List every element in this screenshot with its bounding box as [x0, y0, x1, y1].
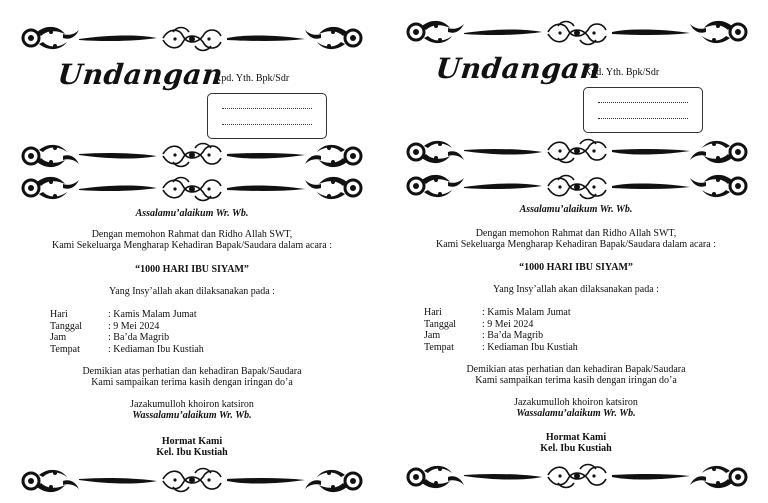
event-title: “1000 HARI IBU SIYAM”	[135, 264, 249, 275]
card-title: Undangan	[56, 58, 225, 91]
detail-row: Tempat : Kediaman Ibu Kustiah	[424, 341, 578, 353]
closing-line-1: Demikian atas perhatian dan kehadiran Bapak/Saudara	[82, 366, 302, 377]
detail-row: Tempat : Kediaman Ibu Kustiah	[50, 343, 204, 355]
intro-line-2: Kami Sekeluarga Mengharap Kehadiran Bapak/Saudara dalam acara :	[436, 239, 716, 250]
ornament-border-mid	[17, 138, 367, 172]
event-details	[424, 307, 724, 353]
intro-line-1: Dengan memohon Rahmat dan Ridho Allah SWT,	[475, 228, 677, 239]
regards: Hormat Kami	[545, 432, 607, 443]
detail-row: Jam : Ba’da Magrib	[50, 332, 170, 343]
jazakumulloh: Jazakumulloh khoiron katsiron	[514, 397, 638, 408]
family-name: Kel. Ibu Kustiah	[540, 443, 612, 454]
recipient-box	[207, 93, 327, 139]
detail-row: Tanggal : 9 Mei 2024	[50, 320, 160, 332]
recipient-line	[222, 108, 312, 109]
salam-open: Assalamu’alaikum Wr. Wb.	[519, 204, 633, 215]
ornament-border-body-top	[402, 170, 752, 204]
detail-row: Tanggal : 9 Mei 2024	[424, 318, 534, 330]
detail-row: Hari : Kamis Malam Jumat	[50, 309, 197, 320]
detail-row: Jam : Ba’da Magrib	[424, 330, 544, 341]
will-be-held: Yang Insy’allah akan dilaksanakan pada :	[493, 284, 659, 295]
intro-line-1: Dengan memohon Rahmat dan Ridho Allah SWT,	[91, 229, 293, 240]
card-title: Undangan	[434, 52, 603, 85]
regards: Hormat Kami	[161, 436, 223, 447]
closing-line-2: Kami sampaikan terima kasih dengan iringan do’a	[91, 377, 293, 388]
detail-row: Hari : Kamis Malam Jumat	[424, 307, 571, 318]
family-name: Kel. Ibu Kustiah	[156, 447, 228, 458]
closing-line-1: Demikian atas perhatian dan kehadiran Bapak/Saudara	[466, 364, 686, 375]
recipient-line	[598, 102, 688, 103]
closing-line-2: Kami sampaikan terima kasih dengan iringan do’a	[475, 375, 677, 386]
recipient-label: Kpd. Yth. Bpk/Sdr	[214, 73, 290, 84]
salam-close: Wassalamu’alaikum Wr. Wb.	[132, 410, 252, 421]
ornament-border-bottom	[402, 459, 752, 493]
recipient-line	[598, 118, 688, 119]
recipient-box	[583, 87, 703, 133]
will-be-held: Yang Insy’allah akan dilaksanakan pada :	[109, 286, 275, 297]
invitation-card-right	[384, 0, 768, 503]
intro-line-2: Kami Sekeluarga Mengharap Kehadiran Bapak/Saudara dalam acara :	[52, 240, 332, 251]
ornament-border-mid	[402, 134, 752, 168]
recipient-line	[222, 124, 312, 125]
ornament-border-bottom	[17, 463, 367, 497]
salam-open: Assalamu’alaikum Wr. Wb.	[135, 208, 249, 219]
salam-close: Wassalamu’alaikum Wr. Wb.	[516, 408, 636, 419]
event-title: “1000 HARI IBU SIYAM”	[519, 262, 633, 273]
jazakumulloh: Jazakumulloh khoiron katsiron	[130, 399, 254, 410]
ornament-border-body-top	[17, 172, 367, 206]
event-details	[50, 309, 350, 355]
recipient-label: Kpd. Yth. Bpk/Sdr	[584, 67, 660, 78]
